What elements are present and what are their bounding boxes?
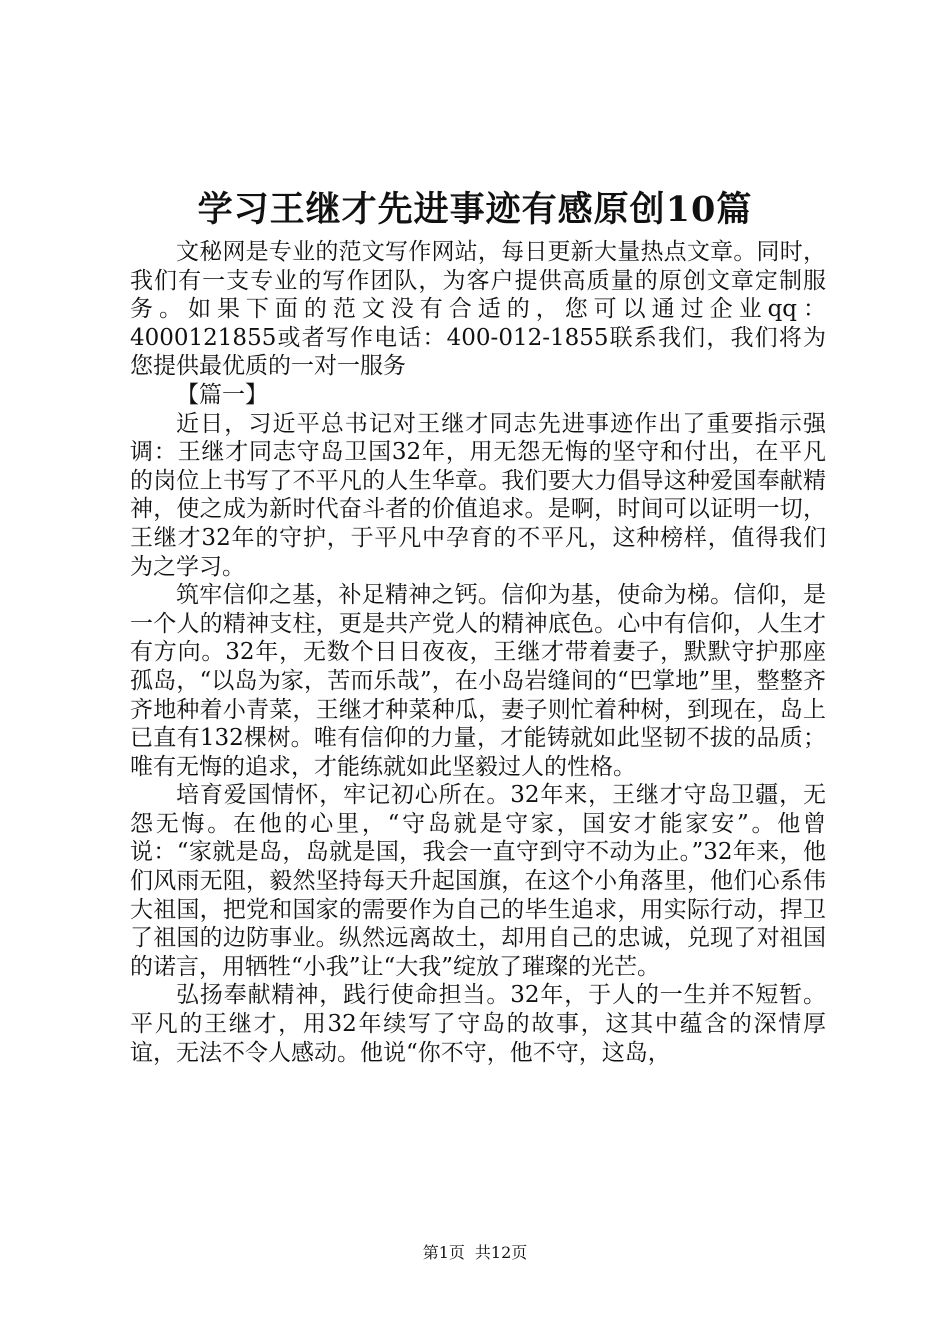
intro-paragraph: 文秘网是专业的范文写作网站，每日更新大量热点文章。同时，我们有一支专业的写作团队，为客户提供高质量的原创文章定制服务。如果下面的范文没有合适的，您可以通过企业qq：4000121855或者写作电话：400-012-1855联系我们，我们将为您提供最优质的一对一服务 xyxy=(130,239,826,380)
page-total: 共12页 xyxy=(474,1243,528,1262)
page-number: 第1页 xyxy=(422,1243,465,1262)
page-footer xyxy=(0,1242,950,1264)
body-paragraph: 筑牢信仰之基，补足精神之钙。信仰为基，使命为梯。信仰，是一个人的精神支柱，更是共产党人的精神底色。心中有信仰，人生才有方向。32年，无数个日日夜夜，王继才带着妻子，默默守护那座孤岛，“以岛为家，苦而乐哉”，在小岛岩缝间的“巴掌地”里，整整齐齐地种着小青菜，王继才种菜种瓜，妻子则忙着种树，到现在，岛上已直有132棵树。唯有信仰的力量，才能铸就如此坚韧不拔的品质；唯有无悔的追求，才能练就如此坚毅过人的性格。 xyxy=(130,582,826,780)
document-body xyxy=(130,238,826,1067)
body-paragraph: 培育爱国情怀，牢记初心所在。32年来，王继才守岛卫疆，无怨无悔。在他的心里，“守岛就是守家，国安才能家安”。他曾说：“家就是岛，岛就是国，我会一直守到守不动为止。”32年来，他们风雨无阻，毅然坚持每天升起国旗，在这个小角落里，他们心系伟大祖国，把党和国家的需要作为自己的毕生追求，用实际行动，捍卫了祖国的边防事业。纵然远离故土，却用自己的忠诚，兑现了对祖国的诺言，用牺牲“小我”让“大我”绽放了璀璨的光芒。 xyxy=(130,782,826,980)
page-title: 学习王继才先进事迹有感原创10篇 xyxy=(197,189,753,230)
body-paragraph: 弘扬奉献精神，践行使命担当。32年，于人的一生并不短暂。平凡的王继才，用32年续写了守岛的故事，这其中蕴含的深情厚谊，无法不令人感动。他说“你不守，他不守，这岛， xyxy=(130,982,826,1066)
section-heading: 【篇一】 xyxy=(176,381,268,408)
body-paragraph: 近日，习近平总书记对王继才同志先进事迹作出了重要指示强调：王继才同志守岛卫国32年，用无怨无悔的坚守和付出，在平凡的岗位上书写了不平凡的人生华章。我们要大力倡导这种爱国奉献精神，使之成为新时代奋斗者的价值追求。是啊，时间可以证明一切，王继才32年的守护，于平凡中孕育的不平凡，这种榜样，值得我们为之学习。 xyxy=(130,410,826,580)
